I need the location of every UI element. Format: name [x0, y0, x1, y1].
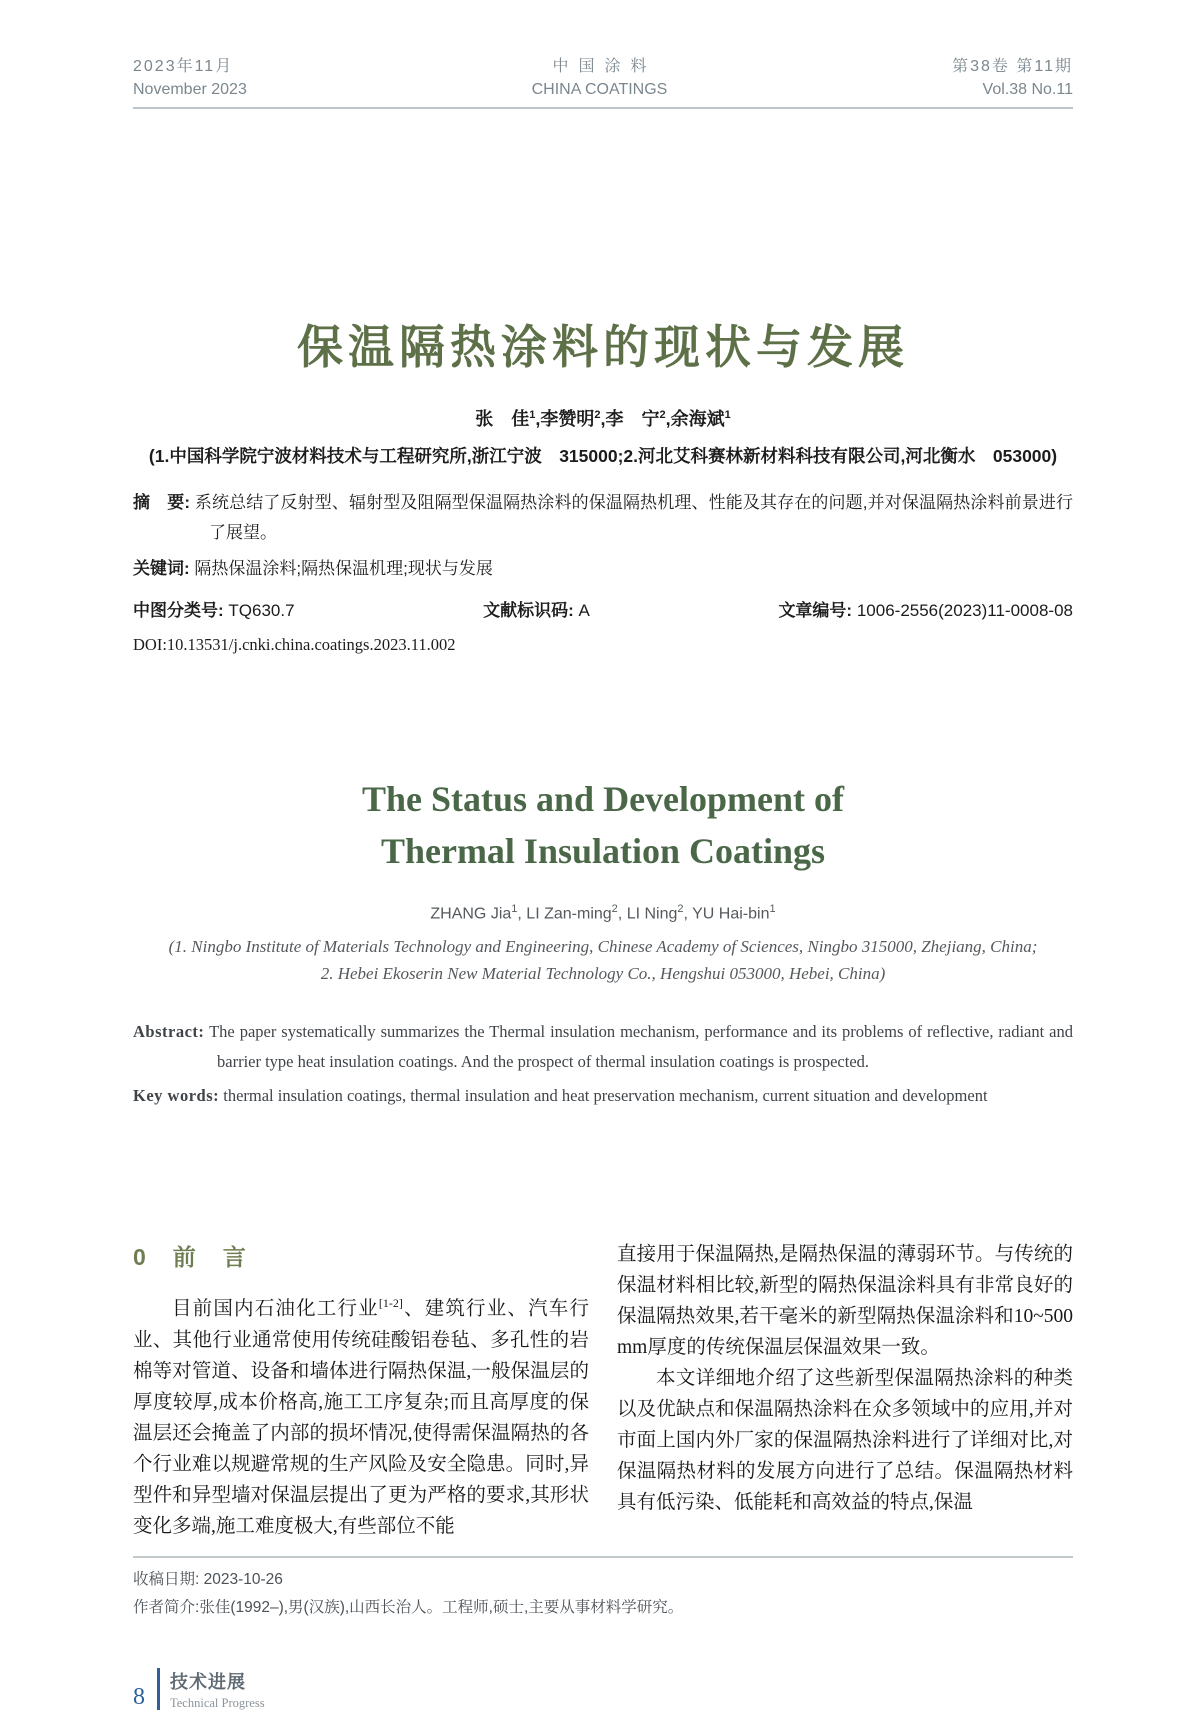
author-en: ZHANG Jia — [430, 905, 512, 923]
abstract-text-cn: 系统总结了反射型、辐射型及阻隔型保温隔热涂料的保温隔热机理、性能及其存在的问题,并对保温隔热涂料前景进行了展望。 — [194, 493, 1073, 542]
citation-ref: [1-2] — [378, 1296, 403, 1311]
author-affil-mark: 2 — [677, 903, 684, 915]
author-cn: 李赞明 — [540, 409, 595, 429]
author-en: YU Hai-bin — [692, 905, 770, 923]
keywords-label-cn: 关键词: — [133, 559, 190, 578]
received-date-line — [133, 1566, 1073, 1594]
author-separator: , — [600, 409, 606, 429]
article-title-en-line2: Thermal Insulation Coatings — [380, 831, 826, 871]
running-head — [133, 55, 1073, 109]
author-separator: , — [683, 905, 693, 923]
bio-value: 张佳(1992–),男(汉族),山西长治人。工程师,硕士,主要从事材料学研究。 — [199, 1598, 684, 1616]
keywords-text-cn: 隔热保温涂料;隔热保温机理;现状与发展 — [194, 559, 493, 578]
journal-name-en: CHINA COATINGS — [531, 81, 668, 98]
author-cn: 李 宁 — [605, 409, 660, 429]
page-number: 8 — [133, 1683, 145, 1710]
author-affil-mark: 2 — [594, 409, 601, 421]
abstract-label-cn: 摘 要: — [133, 493, 191, 512]
doc-code-label: 文献标识码: — [483, 601, 574, 620]
section-heading-intro: 0 前 言 — [133, 1244, 248, 1271]
classification-row — [133, 596, 1073, 621]
author-separator: , — [617, 905, 627, 923]
footnote — [133, 1566, 1073, 1622]
keywords-en — [133, 1081, 1073, 1111]
right-column — [617, 1239, 1073, 1542]
date-cn: 2023年11月 — [133, 58, 234, 75]
article-title-cn: 保温隔热涂料的现状与发展 — [297, 321, 909, 373]
authors-cn — [133, 405, 1073, 431]
author-affil-mark: 2 — [659, 409, 666, 421]
clc-value: TQ630.7 — [228, 601, 295, 620]
affiliation-cn: (1.中国科学院宁波材料技术与工程研究所,浙江宁波 315000;2.河北艾科赛林新材料科技有限公司,河北衡水 053000) — [148, 446, 1058, 466]
left-column — [133, 1239, 589, 1542]
column-title — [170, 1668, 265, 1711]
author-affil-mark: 1 — [511, 903, 518, 915]
date-en: November 2023 — [133, 81, 247, 98]
intro-paragraph-1-continued: 直接用于保温隔热,是隔热保温的薄弱环节。与传统的保温材料相比较,新型的隔热保温涂料具有非常良好的保温隔热效果,若干毫米的新型隔热保温涂料和10~500 mm厚度的传统保温层保温效果一致。 — [617, 1244, 1073, 1359]
author-bio-line — [133, 1594, 1073, 1622]
author-en: LI Ning — [626, 905, 678, 923]
article-id-value: 1006-2556(2023)11-0008-08 — [856, 601, 1073, 620]
author-en: LI Zan-ming — [526, 905, 612, 923]
abstract-label-en: Abstract: — [133, 1022, 205, 1042]
received-label: 收稿日期: — [133, 1570, 200, 1588]
keywords-label-en: Key words: — [133, 1086, 220, 1106]
clc-number — [133, 596, 295, 621]
document-code — [483, 596, 590, 621]
running-head-journal — [532, 55, 668, 101]
intro-paragraph-2: 本文详细地介绍了这些新型保温隔热涂料的种类以及优缺点和保温隔热涂料在众多领域中的应用,并对市面上国内外厂家的保温隔热涂料进行了详细对比,对保温隔热材料的发展方向进行了总结。保温隔热材料具有低污染、低能耗和高效益的特点,保温 — [617, 1368, 1073, 1514]
abstract-cn — [133, 488, 1073, 548]
author-affil-mark: 1 — [724, 409, 731, 421]
keywords-cn — [133, 554, 1073, 584]
doi: DOI:10.13531/j.cnki.china.coatings.2023.11.002 — [133, 635, 456, 654]
article-id — [778, 596, 1073, 621]
affiliation-en-line2: 2. Hebei Ekoserin New Material Technology Co., Hengshui 053000, Hebei, China) — [320, 964, 886, 984]
footer-divider-bar — [157, 1668, 160, 1710]
para-text: 目前国内石油化工行业 — [172, 1298, 379, 1320]
clc-label: 中图分类号: — [133, 601, 224, 620]
journal-name-cn: 中国涂料 — [552, 58, 657, 75]
author-cn: 余海斌 — [670, 409, 725, 429]
author-separator: , — [665, 409, 671, 429]
intro-paragraph-1 — [133, 1288, 589, 1542]
footnote-divider — [133, 1556, 1073, 1558]
running-head-issue — [952, 55, 1073, 101]
received-value: 2023-10-26 — [203, 1570, 283, 1588]
page-footer — [133, 1668, 1073, 1711]
keywords-text-en: thermal insulation coatings, thermal insulation and heat preservation mechanism, current situation and development — [223, 1086, 988, 1106]
issue-en: Vol.38 No.11 — [982, 81, 1073, 98]
article-id-label: 文章编号: — [778, 601, 853, 620]
column-title-en: Technical Progress — [170, 1695, 265, 1710]
abstract-text-en: The paper systematically summarizes the Thermal insulation mechanism, performance and its problems of reflective, radiant and barrier type heat insulation coatings. And the prospect of thermal insulation coatings is prospected. — [209, 1022, 1074, 1072]
article-body — [133, 1239, 1073, 1542]
author-separator: , — [535, 409, 541, 429]
affiliation-en — [133, 933, 1073, 987]
abstract-en — [133, 1017, 1073, 1077]
affiliation-en-line1: (1. Ningbo Institute of Materials Technology and Engineering, Chinese Academy of Sciences, Ningbo 315000, Zhejiang, China; — [168, 937, 1038, 957]
author-affil-mark: 2 — [611, 903, 618, 915]
article-title-en-line1: The Status and Development of — [361, 779, 845, 819]
column-title-cn: 技术进展 — [170, 1671, 246, 1692]
doc-code-value: A — [578, 601, 590, 620]
author-affil-mark: 1 — [769, 903, 776, 915]
author-separator: , — [517, 905, 527, 923]
bio-label: 作者简介: — [133, 1598, 200, 1616]
issue-cn: 第38卷 第11期 — [952, 58, 1073, 75]
author-affil-mark: 1 — [529, 409, 536, 421]
author-cn: 张 佳 — [475, 409, 530, 429]
para-text: 、建筑行业、汽车行业、其他行业通常使用传统硅酸铝卷毡、多孔性的岩棉等对管道、设备和墙体进行隔热保温,一般保温层的厚度较厚,成本价格高,施工工序复杂;而且高厚度的保温层还会掩盖了内部的损坏情况,使得需保温隔热的各个行业难以规避常规的生产风险及安全隐患。同时,异型件和异型墙对保温层提出了更为严格的要求,其形状变化多端,施工难度极大,有些部位不能 — [133, 1298, 589, 1537]
running-head-date — [133, 55, 247, 101]
article-title-en — [133, 773, 1073, 877]
authors-en — [133, 903, 1073, 923]
